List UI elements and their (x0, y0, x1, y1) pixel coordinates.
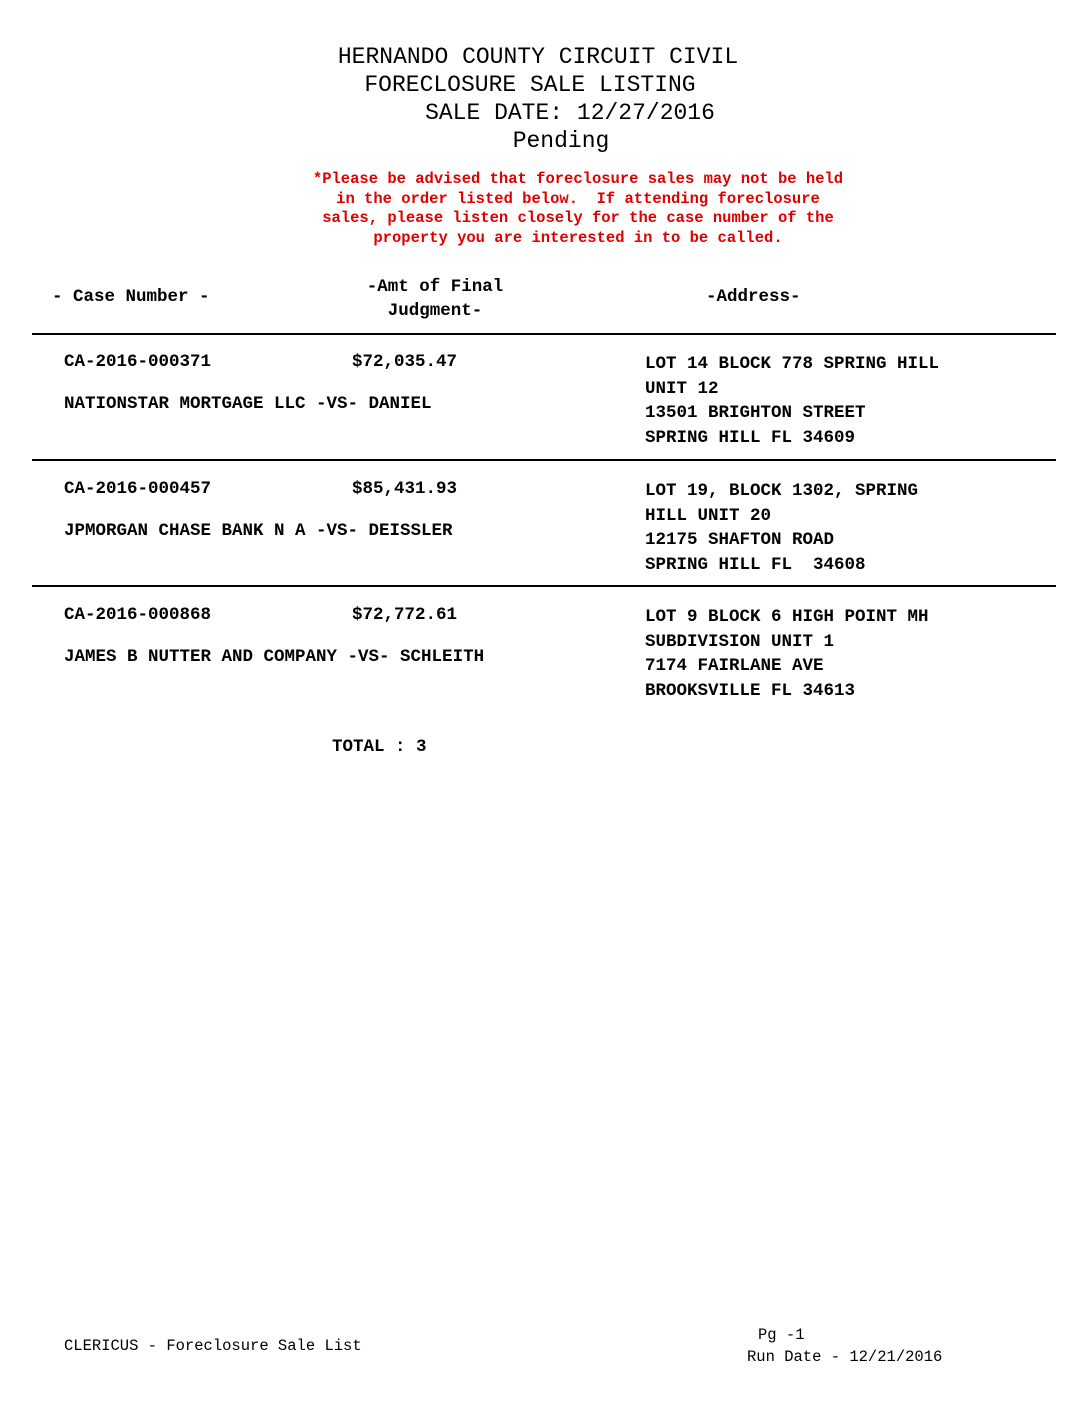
table-row (0, 587, 1088, 713)
judgment-amount: $72,035.47 (352, 352, 458, 372)
column-header-amount (340, 275, 530, 323)
notice-line: property you are interested in to be called. (373, 228, 783, 247)
notice-line: sales, please listen closely for the case number of the (322, 209, 834, 228)
address-line: LOT 9 BLOCK 6 HIGH POINT MH (645, 607, 929, 627)
column-header-amount-line1: -Amt of Final (366, 277, 504, 297)
column-header-address: -Address- (706, 287, 801, 307)
status-label: Pending (512, 128, 610, 154)
run-date: Run Date - 12/21/2016 (747, 1348, 943, 1366)
footer-system-name: CLERICUS - Foreclosure Sale List (64, 1337, 362, 1355)
notice-line: in the order listed below. If attending foreclosure (336, 189, 820, 208)
case-parties: JAMES B NUTTER AND COMPANY -VS- SCHLEITH (64, 647, 485, 667)
judgment-amount: $72,772.61 (352, 605, 458, 625)
sale-date: SALE DATE: 12/27/2016 (425, 100, 715, 126)
address-line: UNIT 12 (645, 378, 719, 399)
address-line: SPRING HILL FL 34608 (645, 554, 866, 575)
total-count: TOTAL : 3 (332, 737, 427, 757)
property-address (645, 352, 939, 450)
table-row (0, 461, 1088, 587)
report-subtitle: FORECLOSURE SALE LISTING (364, 72, 696, 98)
column-header-amount-line2: Judgment- (387, 301, 483, 321)
address-line: 7174 FAIRLANE AVE (645, 656, 824, 676)
address-line: SUBDIVISION UNIT 1 (645, 631, 835, 652)
address-line: SPRING HILL FL 34609 (645, 427, 856, 448)
notice-line: *Please be advised that foreclosure sales may not be held (312, 170, 844, 188)
address-line: HILL UNIT 20 (645, 505, 772, 526)
case-parties: JPMORGAN CHASE BANK N A -VS- DEISSLER (64, 521, 453, 541)
property-address (645, 605, 929, 703)
case-number: CA-2016-000457 (64, 479, 212, 499)
judgment-amount: $85,431.93 (352, 479, 458, 499)
case-number: CA-2016-000371 (64, 352, 212, 372)
address-line: LOT 14 BLOCK 778 SPRING HILL (645, 354, 940, 374)
property-address (645, 479, 918, 577)
address-line: 13501 BRIGHTON STREET (645, 403, 866, 423)
report-title: HERNANDO COUNTY CIRCUIT CIVIL (337, 44, 739, 70)
case-number: CA-2016-000868 (64, 605, 212, 625)
advisory-notice (218, 170, 938, 248)
address-line: LOT 19, BLOCK 1302, SPRING (645, 481, 919, 501)
table-row (0, 334, 1088, 460)
address-line: BROOKSVILLE FL 34613 (645, 680, 856, 701)
case-parties: NATIONSTAR MORTGAGE LLC -VS- DANIEL (64, 394, 432, 414)
page-number: Pg -1 (758, 1326, 805, 1344)
address-line: 12175 SHAFTON ROAD (645, 530, 835, 550)
column-header-case: - Case Number - (52, 287, 210, 307)
